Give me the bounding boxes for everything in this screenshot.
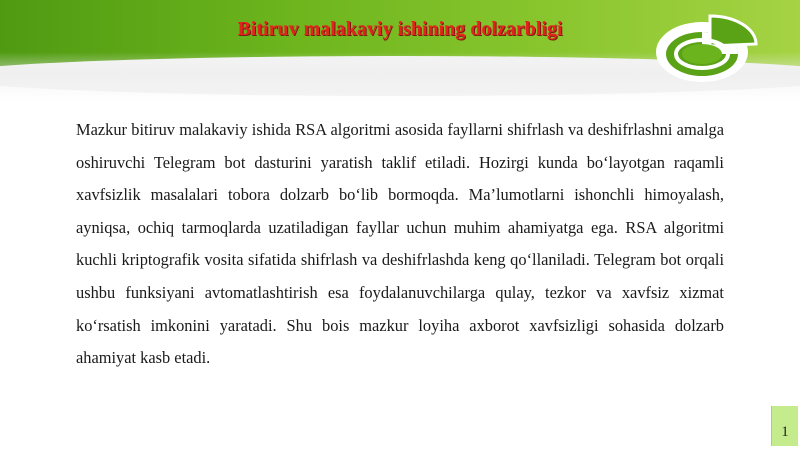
slide-title: Bitiruv malakaviy ishining dolzarbligi (237, 18, 563, 40)
slide-body-paragraph: Mazkur bitiruv malakaviy ishida RSA algoritmi asosida fayllarni shifrlash va deshifrlashni amalga oshiruvchi Telegram bot dasturini yaratish taklif etiladi. Hozirgi kunda bo‘layotgan raqamli xavfsizlik masalalari tobora dolzarb bo‘lib bormoqda. Ma’lumotlarni ishonchli himoyalash, ayniqsa, ochiq tarmoqlarda uzatiladigan fayllar uchun muhim ahamiyatga ega. RSA algoritmi kuchli kriptografik vosita sifatida shifrlash va deshifrlashda keng qo‘llaniladi. Telegram bot orqali ushbu funksiyani avtomatlashtirish esa foydalanuvchilarga qulay, tezkor va xavfsiz xizmat ko‘rsatish imkonini yaratadi. Shu bois mazkur loyiha axborot xavfsizligi sohasida dolzarb ahamiyat kasb etadi. (76, 120, 724, 368)
page-number-label: 1 (781, 424, 789, 440)
page-number-badge (771, 406, 798, 446)
pie-chart-logo-icon (652, 10, 764, 84)
